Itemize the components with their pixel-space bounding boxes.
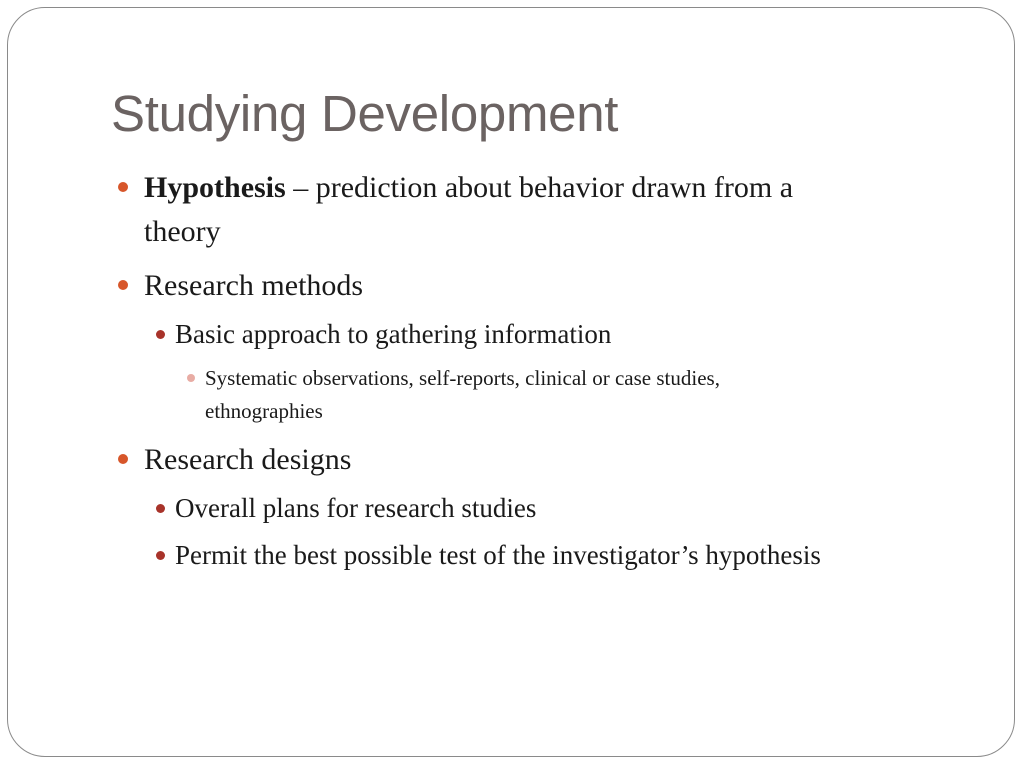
bullet-term: Hypothesis bbox=[144, 171, 286, 204]
bullet-text: Research methods bbox=[144, 269, 364, 302]
sub-bullet-basic-approach bbox=[175, 317, 611, 351]
bullet-line-continued: theory bbox=[144, 215, 221, 248]
bullet-research-methods bbox=[144, 264, 363, 308]
sub-sub-bullet-methods-list bbox=[205, 362, 720, 428]
sub-bullet-best-test bbox=[175, 538, 821, 572]
bullet-dot-icon bbox=[156, 551, 165, 560]
bullet-line bbox=[144, 166, 793, 210]
bullet-line-continued: ethnographies bbox=[205, 399, 323, 423]
bullet-text: Overall plans for research studies bbox=[175, 493, 537, 523]
bullet-text: Permit the best possible test of the investigator’s hypothesis bbox=[175, 540, 821, 570]
bullet-dot-icon bbox=[187, 374, 195, 382]
bullet-dot-icon bbox=[156, 330, 165, 339]
bullet-definition: – prediction about behavior drawn from a bbox=[285, 171, 794, 204]
bullet-dot-icon bbox=[118, 280, 128, 290]
slide-title: Studying Development bbox=[111, 85, 619, 142]
bullet-dot-icon bbox=[156, 504, 165, 513]
bullet-text: Research designs bbox=[144, 443, 352, 476]
sub-bullet-overall-plans bbox=[175, 491, 536, 525]
bullet-dot-icon bbox=[118, 182, 128, 192]
bullet-hypothesis bbox=[144, 166, 793, 254]
bullet-dot-icon bbox=[118, 454, 128, 464]
bullet-text: Basic approach to gathering information bbox=[175, 319, 612, 349]
bullet-research-designs bbox=[144, 438, 351, 482]
bullet-line: Systematic observations, self-reports, clinical or case studies, bbox=[205, 366, 720, 390]
